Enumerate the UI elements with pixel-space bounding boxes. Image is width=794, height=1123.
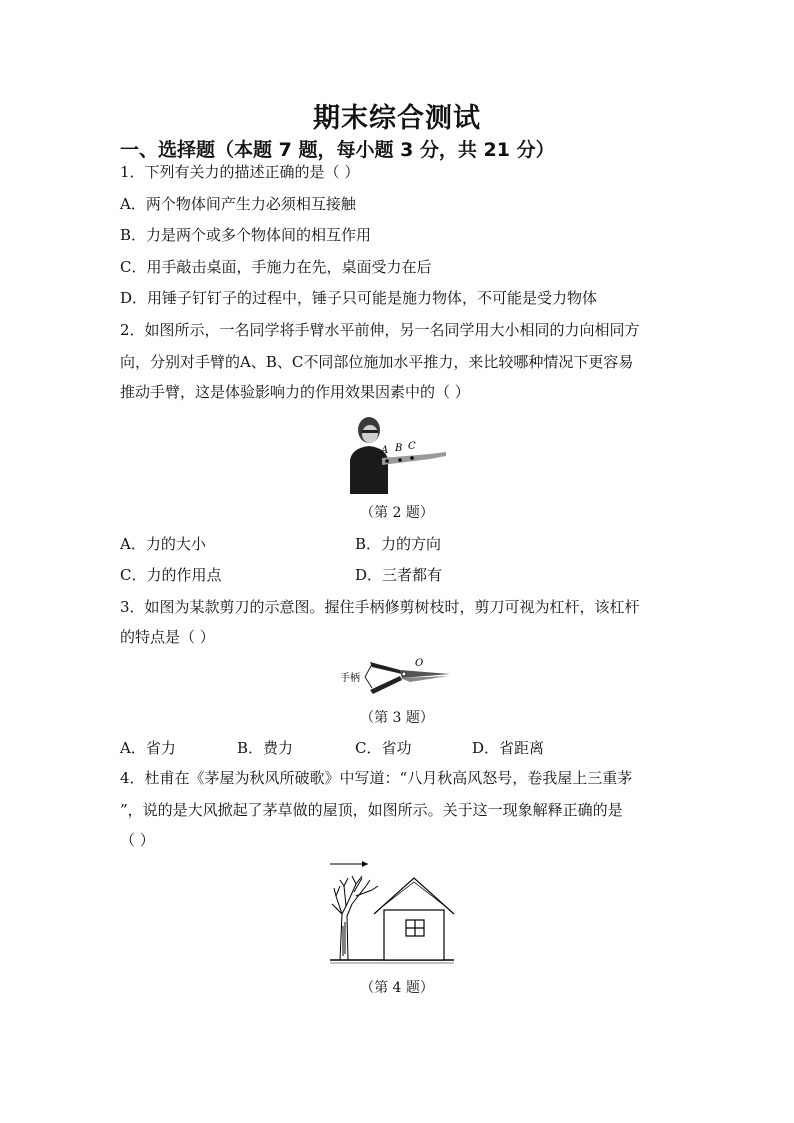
q4-stem-line: ”，说的是大风掀起了茅草做的屋顶，如图所示。关于这一现象解释正确的是	[120, 801, 623, 819]
handle-label: 手柄	[340, 673, 360, 684]
pivot-point	[402, 672, 406, 676]
q4-caption: （第 4 题）	[360, 980, 434, 996]
q3-option-a: A．省力	[120, 739, 176, 757]
q4-stem-line: （ ）	[120, 831, 155, 849]
q3-caption: （第 3 题）	[360, 710, 434, 726]
q1-option-d: D．用锤子钉钉子的过程中，锤子只可能是施力物体，不可能是受力物体	[120, 289, 598, 307]
q3-stem-line: 3．如图为某款剪刀的示意图。握住手柄修剪树枝时，剪刀可视为杠杆，该杠杆	[120, 598, 640, 616]
q2-stem-line: 向，分别对手臂的A、B、C不同部位施加水平推力，来比较哪种情况下更容易	[120, 353, 634, 371]
q4-stem-line: 4．杜甫在《茅屋为秋风所破歌》中写道：“八月秋高风怒号，卷我屋上三重茅	[120, 769, 633, 787]
q2-stem-line: 2．如图所示，一名同学将手臂水平前伸，另一名同学用大小相同的力向相同方	[120, 321, 640, 339]
q1-stem: 1．下列有关力的描述正确的是（ ）	[120, 163, 360, 181]
point-a-dot	[385, 459, 389, 463]
q2-option-b: B．力的方向	[355, 535, 442, 553]
q3-option-d: D．省距离	[472, 739, 545, 757]
q2-option-c: C．力的作用点	[120, 566, 222, 584]
scissors-handle	[370, 676, 402, 694]
pointer-line	[365, 677, 372, 688]
pivot-label: O	[415, 658, 424, 669]
q3-option-b: B．费力	[237, 739, 294, 757]
tree-icon	[332, 876, 378, 960]
glasses-icon	[362, 430, 378, 433]
q2-caption: （第 2 题）	[360, 505, 434, 521]
label-b: B	[395, 443, 403, 454]
point-b-dot	[398, 458, 402, 462]
q1-option-b: B．力是两个或多个物体间的相互作用	[120, 226, 372, 244]
q4-house-figure	[326, 856, 468, 968]
point-c-dot	[410, 456, 414, 460]
q2-option-d: D．三者都有	[355, 566, 443, 584]
pointer-line	[365, 664, 372, 677]
scissors-handle	[370, 662, 402, 674]
person-face	[362, 425, 378, 443]
house-icon	[374, 878, 454, 960]
q1-option-a: A．两个物体间产生力必须相互接触	[120, 195, 356, 213]
q2-stem-line: 推动手臂，这是体验影响力的作用效果因素中的（ ）	[120, 383, 470, 401]
q2-option-a: A．力的大小	[120, 535, 206, 553]
q2-arm-figure	[342, 408, 452, 494]
q3-stem-line: 的特点是（ ）	[120, 628, 215, 646]
label-c: C	[408, 441, 416, 452]
q3-option-c: C．省功	[355, 739, 412, 757]
q1-option-c: C．用手敲击桌面，手施力在先，桌面受力在后	[120, 258, 432, 276]
label-a: A	[381, 445, 389, 456]
section-heading: 一、选择题（本题 7 题，每小题 3 分，共 21 分）	[120, 139, 555, 161]
page-title: 期末综合测试	[313, 103, 481, 134]
q3-scissors-figure	[338, 652, 454, 696]
person-arm	[382, 452, 446, 465]
wind-arrow-head	[362, 861, 368, 867]
